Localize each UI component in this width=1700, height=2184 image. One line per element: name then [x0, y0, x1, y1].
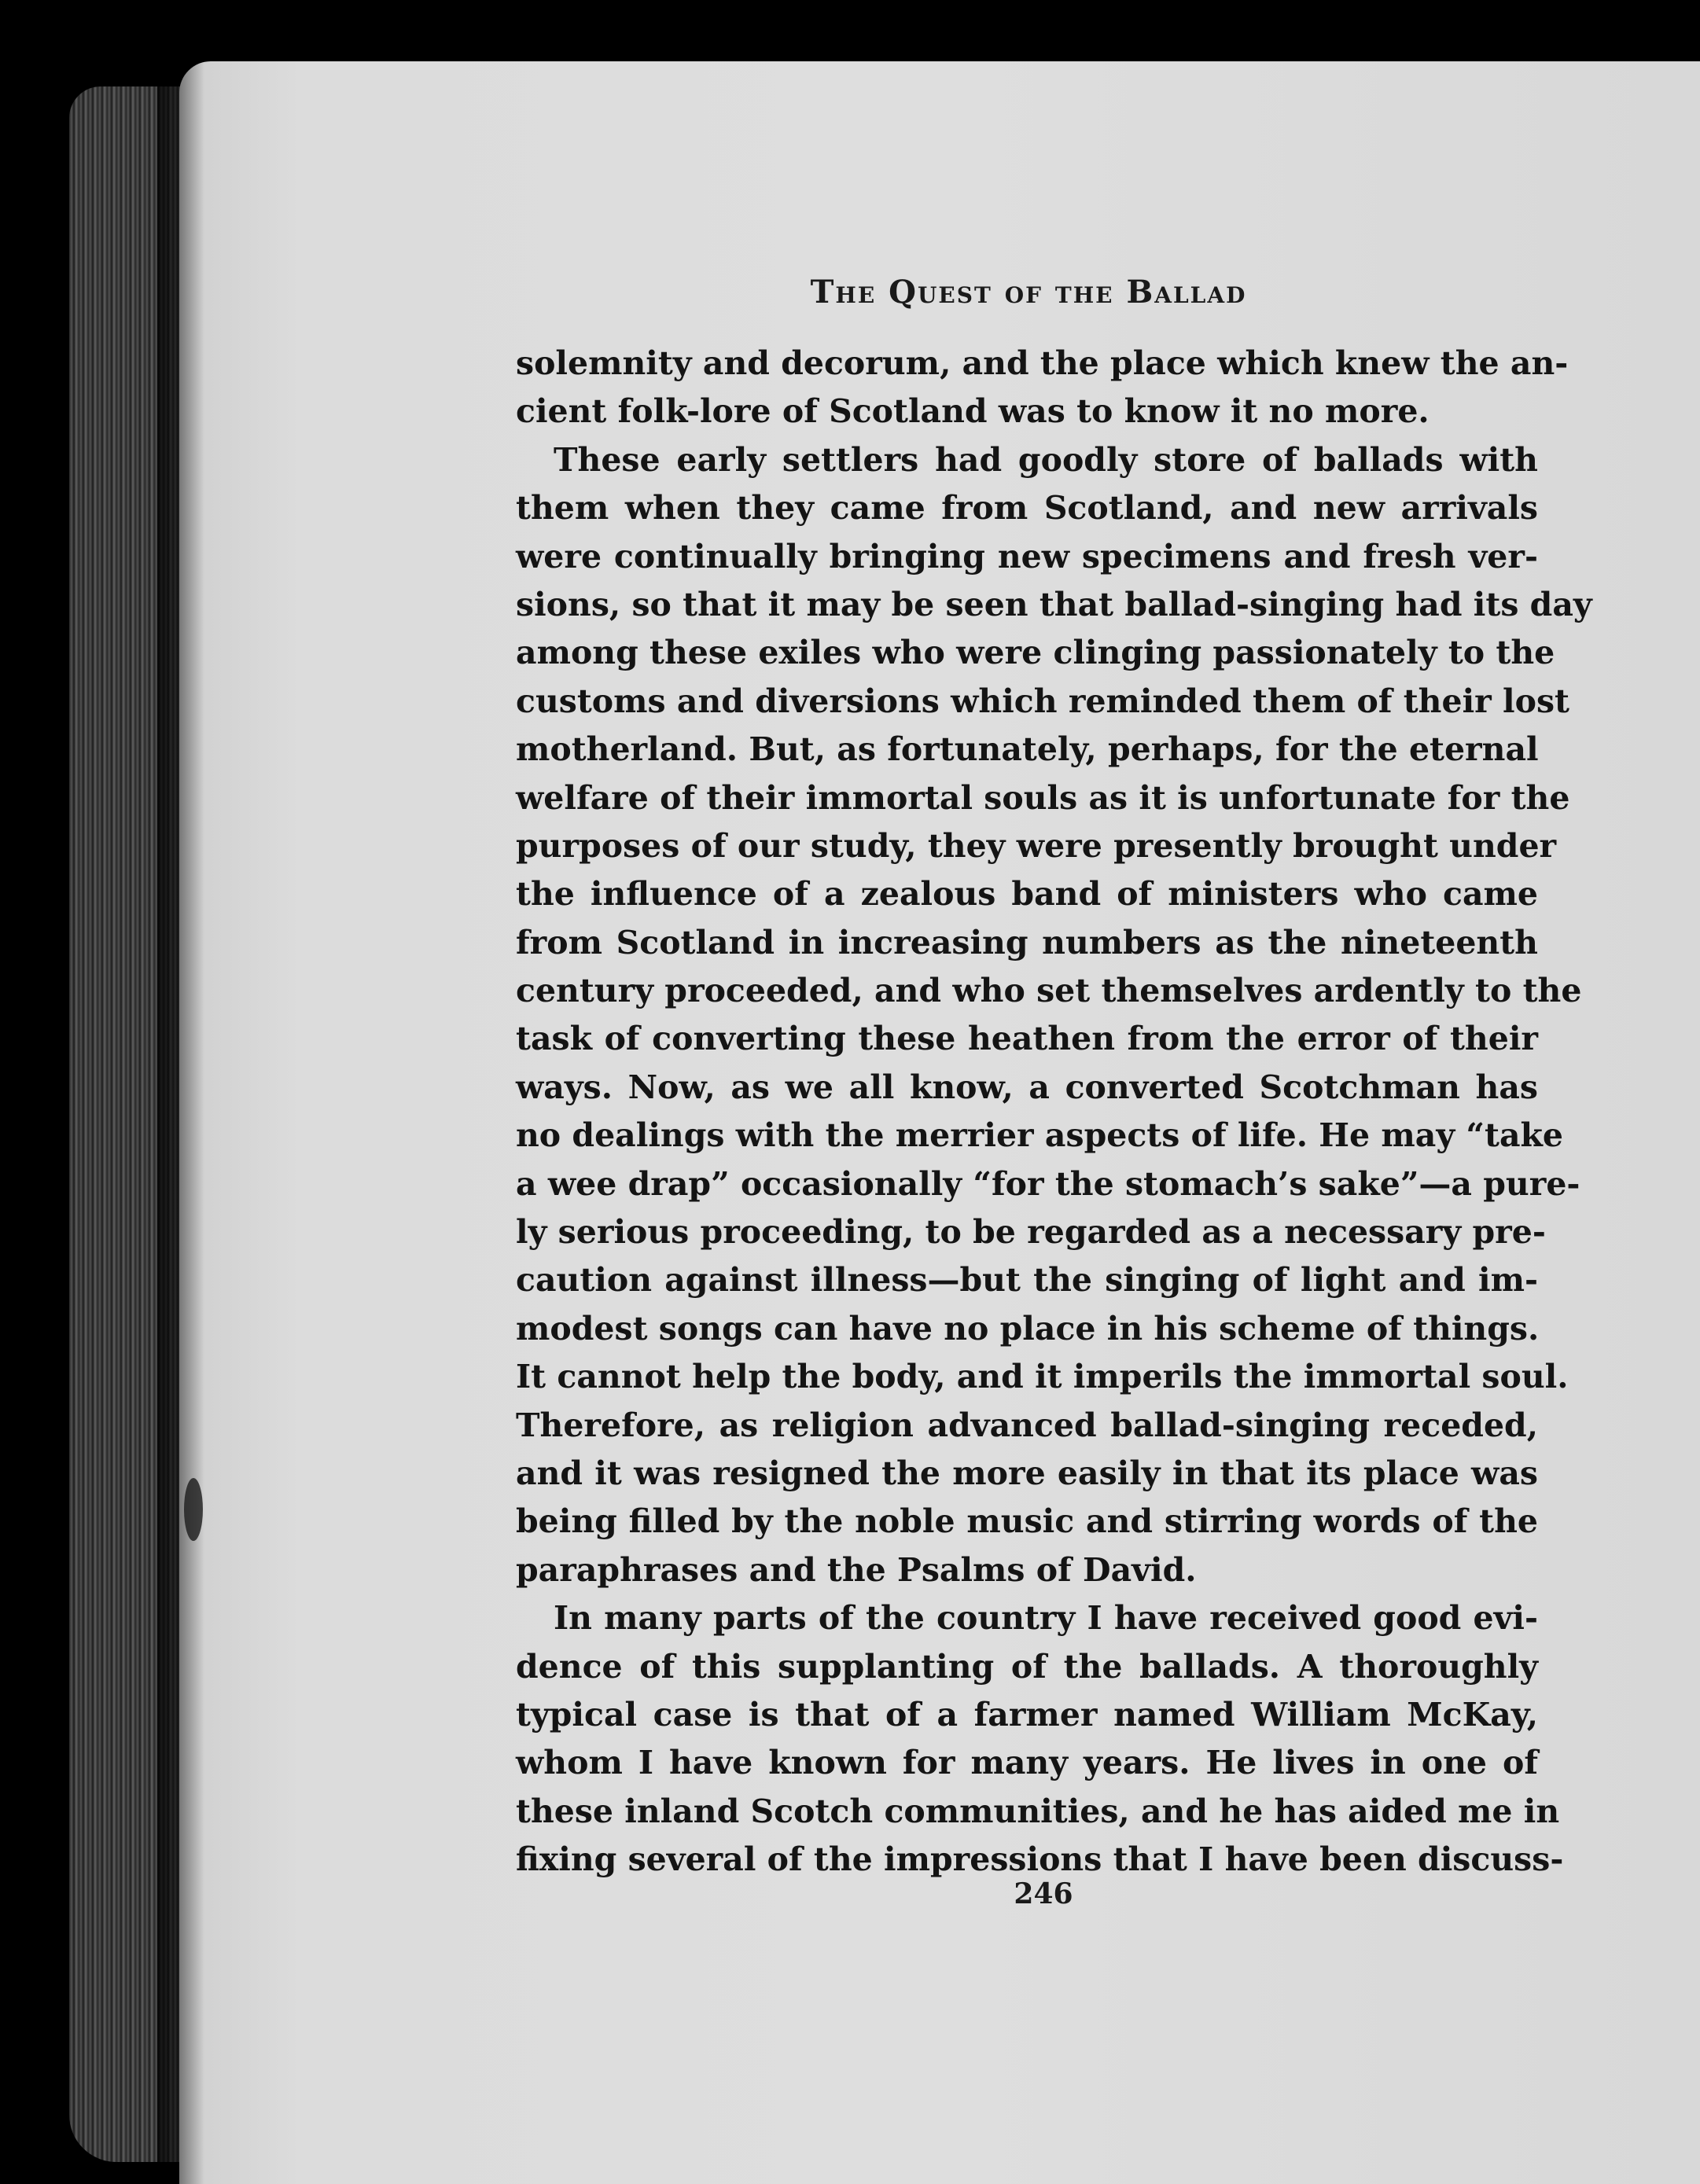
body-text [516, 340, 1592, 1884]
text-line: Therefore, as religion advanced ballad-singing receded, [516, 1406, 1538, 1444]
text-line: among these exiles who were clinging passionately to the [516, 634, 1555, 672]
text-line: welfare of their immortal souls as it is unfortunate for the [516, 778, 1570, 817]
page-number: 246 [1014, 1877, 1073, 1910]
text-line: and it was resigned the more easily in that its place was [516, 1454, 1538, 1492]
text-line: dence of this supplanting of the ballads. A thoroughly [516, 1647, 1538, 1686]
text-line: purposes of our study, they were presently brought under [516, 826, 1557, 865]
text-line: modest songs can have no place in his scheme of things. [516, 1309, 1540, 1348]
text-line: them when they came from Scotland, and new arrivals [516, 489, 1538, 528]
text-line: whom I have known for many years. He lives in one of [516, 1744, 1538, 1782]
edge-smudge [184, 1478, 203, 1541]
text-line: century proceeded, and who set themselves ardently to the [516, 972, 1582, 1010]
text-line: the influence of a zealous band of ministers who came [516, 875, 1538, 914]
running-head: The Quest of the Ballad [810, 274, 1247, 311]
text-line: no dealings with the merrier aspects of life. He may “take [516, 1116, 1563, 1155]
text-line: In many parts of the country I have received good evi- [554, 1599, 1538, 1638]
text-line: ways. Now, as we all know, a converted Scotchman has [516, 1068, 1538, 1106]
text-line: customs and diversions which reminded them of their lost [516, 682, 1569, 720]
text-line: solemnity and decorum, and the place which knew the an- [516, 344, 1569, 382]
text-line: typical case is that of a farmer named William McKay, [516, 1695, 1538, 1734]
text-line: being filled by the noble music and stirring words of the [516, 1502, 1538, 1541]
text-line: task of converting these heathen from the error of their [516, 1020, 1538, 1058]
text-line: a wee drap” occasionally “for the stomach’s sake”—a pure- [516, 1164, 1580, 1203]
text-line: cient folk-lore of Scotland was to know it no more. [516, 392, 1430, 431]
text-line: These early settlers had goodly store of ballads with [554, 440, 1538, 479]
text-line: paraphrases and the Psalms of David. [516, 1550, 1197, 1589]
text-line: sions, so that it may be seen that ballad-singing had its day [516, 585, 1592, 623]
gutter-shadow [157, 55, 204, 2184]
text-line: these inland Scotch communities, and he has aided me in [516, 1792, 1560, 1830]
text-line: ly serious proceeding, to be regarded as a necessary pre- [516, 1213, 1546, 1252]
text-line: caution against illness—but the singing of light and im- [516, 1261, 1538, 1300]
text-line: motherland. But, as fortunately, perhaps, for the eternal [516, 730, 1539, 769]
text-line: It cannot help the body, and it imperils the immortal soul. [516, 1358, 1569, 1396]
text-line: from Scotland in increasing numbers as the nineteenth [516, 923, 1538, 961]
text-line: were continually bringing new specimens and fresh ver- [516, 537, 1538, 575]
text-line: fixing several of the impressions that I have been discuss- [516, 1840, 1564, 1879]
